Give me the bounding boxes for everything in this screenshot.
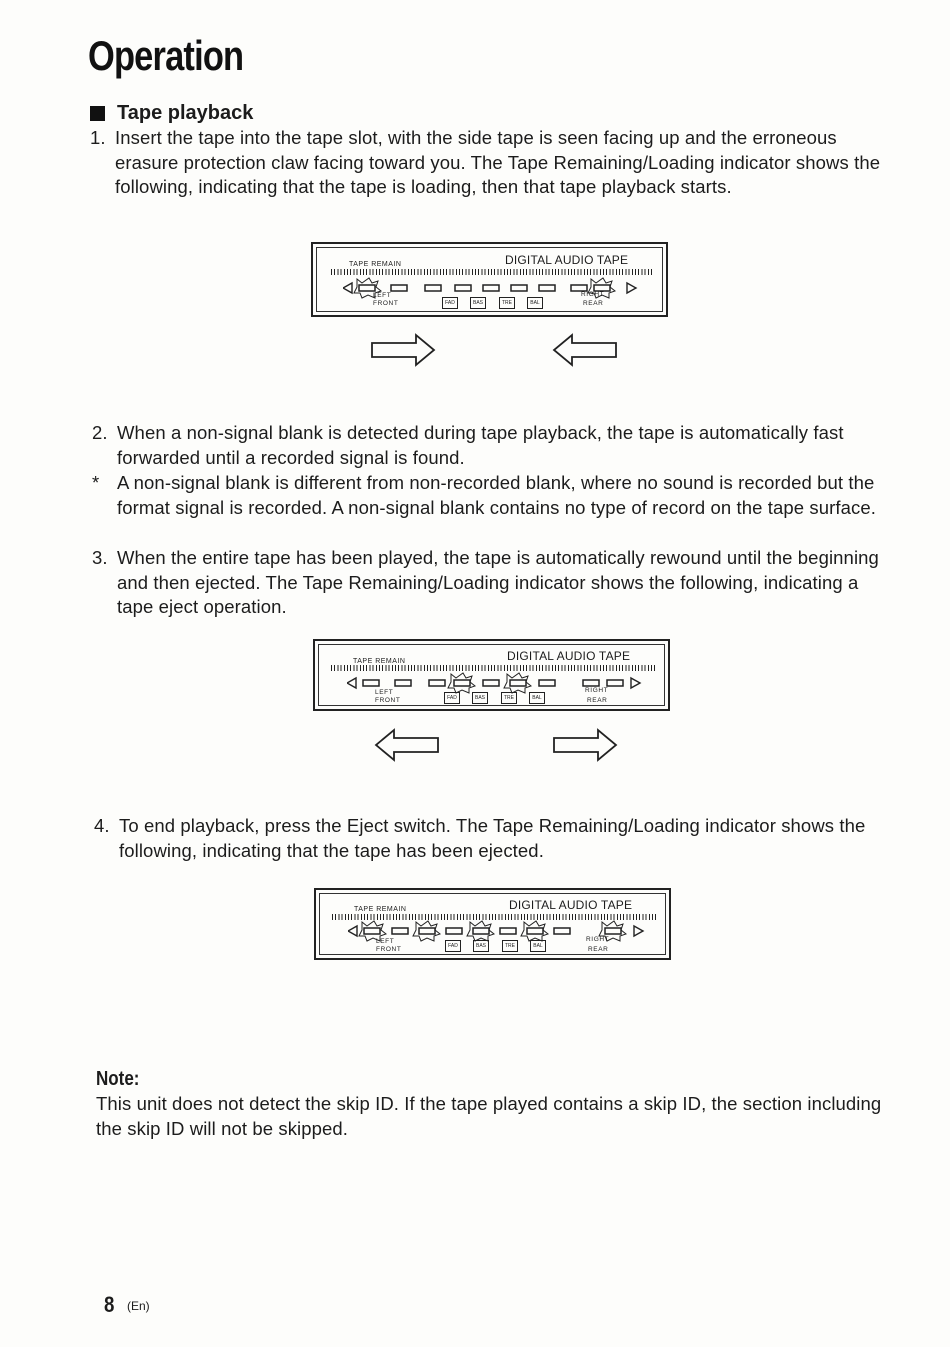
arrow-left-icon <box>372 727 440 763</box>
tape-display-eject-operation <box>313 639 670 711</box>
step-3 <box>92 546 892 620</box>
arrow-left-icon <box>550 332 618 368</box>
tape-display-loading <box>311 242 668 317</box>
step-number: 3. <box>92 547 108 568</box>
section-heading <box>90 102 253 125</box>
tape-remain-meter <box>331 269 653 275</box>
step-text: When the entire tape has been played, the tape is automatically rewound until the beginning and then ejected. The Tape Remaining/Loading indicator shows the following, indicating a tape eject operation. <box>117 547 879 617</box>
chip-bal: BAL <box>529 692 545 704</box>
page-language: (En) <box>127 1299 150 1313</box>
square-bullet-icon <box>90 106 105 121</box>
step-2 <box>92 421 892 470</box>
chip-bas: BAS <box>472 692 488 704</box>
arrow-right-icon <box>370 332 438 368</box>
front-label: FRONT <box>375 697 401 704</box>
chip-fad: FAD <box>442 297 458 309</box>
chip-bas: BAS <box>470 297 486 309</box>
tape-display-ejected <box>314 888 671 960</box>
section-heading-text: Tape playback <box>117 102 254 124</box>
step-number: 4. <box>94 815 110 836</box>
chip-bas: BAS <box>473 940 489 952</box>
chip-tre: TRE <box>499 297 515 309</box>
chip-bal: BAL <box>527 297 543 309</box>
right-label: RIGHT <box>581 291 605 298</box>
step-number: 2. <box>92 422 108 443</box>
tape-remain-label: TAPE REMAIN <box>353 658 406 665</box>
front-label: FRONT <box>373 300 399 307</box>
chip-bal: BAL <box>530 940 546 952</box>
arrow-right-icon <box>552 727 620 763</box>
digital-audio-tape-label: DIGITAL AUDIO TAPE <box>505 253 629 267</box>
rear-label: REAR <box>588 946 609 953</box>
right-label: RIGHT <box>585 687 609 694</box>
chip-fad: FAD <box>445 940 461 952</box>
step-text: To end playback, press the Eject switch. The Tape Remaining/Loading indicator shows the following, indicating that the tape has been ejected. <box>119 815 866 861</box>
chip-fad: FAD <box>444 692 460 704</box>
left-label: LEFT <box>373 292 392 299</box>
step-number: 1. <box>90 127 106 148</box>
asterisk-marker: * <box>92 472 100 493</box>
step-text: When a non-signal blank is detected during tape playback, the tape is automatically fast forwarded until a recorded signal is found. <box>117 422 844 468</box>
asterisk-note <box>92 471 892 520</box>
right-label: RIGHT <box>586 936 610 943</box>
tape-remain-meter <box>331 665 657 671</box>
note-text: This unit does not detect the skip ID. If the tape played contains a skip ID, the section including the skip ID will not be skipped. <box>96 1093 882 1139</box>
step-1 <box>90 126 890 200</box>
left-label: LEFT <box>376 938 395 945</box>
rear-label: REAR <box>583 300 604 307</box>
page-number: 8 <box>104 1292 115 1317</box>
asterisk-text: A non-signal blank is different from non-recorded blank, where no sound is recorded but the format signal is recorded. A non-signal blank contains no type of record on the tape surface. <box>117 472 876 518</box>
chip-tre: TRE <box>501 692 517 704</box>
rear-label: REAR <box>587 697 608 704</box>
left-label: LEFT <box>375 689 394 696</box>
page-title: Operation <box>88 32 244 79</box>
step-text: Insert the tape into the tape slot, with the side tape is seen facing up and the erroneous erasure protection claw facing toward you. The Tape Remaining/Loading indicator shows the following, indicating that the tape is loading, then that tape playback starts. <box>115 127 881 197</box>
digital-audio-tape-label: DIGITAL AUDIO TAPE <box>507 649 631 663</box>
step-4 <box>94 814 894 863</box>
note-title: Note: <box>96 1068 140 1090</box>
tape-remain-label: TAPE REMAIN <box>349 261 402 268</box>
tape-remain-label: TAPE REMAIN <box>354 906 407 913</box>
digital-audio-tape-label: DIGITAL AUDIO TAPE <box>509 898 633 912</box>
chip-tre: TRE <box>502 940 518 952</box>
front-label: FRONT <box>376 946 402 953</box>
